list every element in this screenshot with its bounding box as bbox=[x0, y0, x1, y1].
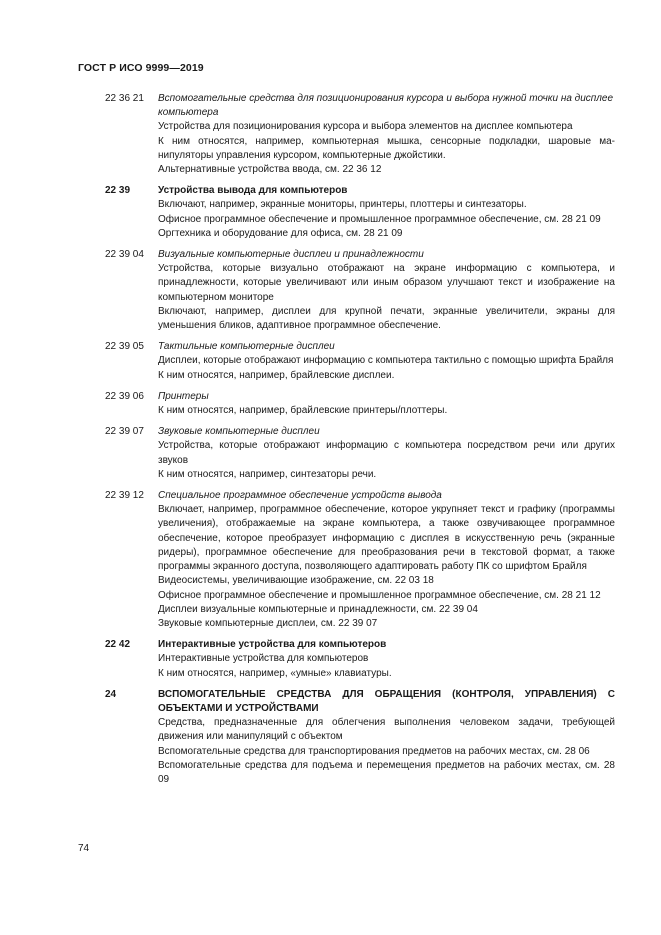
entry-title: Специальное программное обеспечение устройств вывода bbox=[158, 490, 442, 502]
entry-code: 24 bbox=[105, 688, 117, 700]
entry-code: 22 39 04 bbox=[105, 249, 144, 261]
entry-title: ВСПОМОГАТЕЛЬНЫЕ СРЕДСТВА ДЛЯ ОБРАЩЕНИЯ (КОНТРОЛЯ, УПРАВЛЕНИЯ) С ОБЪЕКТАМИ И УСТРОЙСТВАМИ bbox=[158, 688, 615, 714]
entry-paragraph: Включают, например, дисплеи для крупной печати, экранные увеличители, экраны для уменьшения бликов, адаптивное программное обеспечение. bbox=[158, 305, 615, 332]
entry-paragraph: Вспомогательные средства для транспортирования предметов на рабочих местах, см. 28 06 bbox=[158, 745, 590, 757]
page-number: 74 bbox=[78, 843, 90, 854]
entry-title: Интерактивные устройства для компьютеров bbox=[158, 639, 387, 651]
entry-paragraph: Устройства, которые отображают информацию с компьютера посредством речи или других звуков bbox=[158, 440, 615, 466]
entry-paragraph: Вспомогательные средства для подъема и перемещения предметов на рабочих местах, см. 28 09 bbox=[158, 759, 615, 785]
entry-paragraph: К ним относятся, например, «умные» клавиатуры. bbox=[158, 667, 392, 679]
entry-body bbox=[158, 390, 615, 418]
entry-22-39-07 bbox=[105, 425, 615, 482]
entry-paragraph: Включает, например, программное обеспечение, которое укрупняет текст и графику (программы увеличения), отображаемые на экране компьютера, а также озвучивающее программное обеспечение, которое преобразует информацию с дисплея в искусственную речь (экранные ридеры), программное обеспечение для преобразования речи в текстовой формат, а также программы экранного доступа, позволяющего адаптировать работу ПК со шрифтом Брайля bbox=[158, 504, 615, 573]
entry-code: 22 39 bbox=[105, 185, 131, 197]
entry-body bbox=[158, 248, 615, 333]
entry-paragraph: Средства, предназначенные для облегчения выполнения человеком задачи, требующей движения или манипуляций с объектом bbox=[158, 717, 615, 743]
entry-22-39-12 bbox=[105, 489, 615, 631]
entry-code: 22 39 06 bbox=[105, 390, 144, 402]
entry-paragraph: Офисное программное обеспечение и промышленное программное обеспечение, см. 28 21 12 bbox=[158, 589, 601, 601]
entry-paragraph: К ним относятся, например, синтезаторы речи. bbox=[158, 468, 377, 480]
entry-paragraph: Оргтехника и оборудование для офиса, см. 28 21 09 bbox=[158, 227, 403, 239]
entry-paragraph: Звуковые компьютерные дисплеи, см. 22 39 07 bbox=[158, 617, 378, 629]
entry-22-36-21 bbox=[105, 92, 615, 177]
entry-title: Принтеры bbox=[158, 390, 209, 402]
entry-paragraph: К ним относятся, например, брайлевские дисплеи. bbox=[158, 369, 395, 381]
entry-code: 22 39 05 bbox=[105, 341, 144, 353]
entry-paragraph: Устройства для позиционирования курсора и выбора элементов на дисплее компьютера bbox=[158, 121, 573, 133]
entry-body bbox=[158, 489, 615, 631]
entry-paragraph: Дисплеи, которые отображают информацию с компьютера тактильно с помощью шрифта Брайля bbox=[158, 355, 614, 367]
entry-22-39 bbox=[105, 184, 615, 241]
entry-code: 22 39 07 bbox=[105, 426, 144, 438]
entry-22-39-06 bbox=[105, 390, 615, 418]
entry-paragraph: К ним относятся, например, брайлевские принтеры/плоттеры. bbox=[158, 405, 448, 417]
entry-paragraph: Устройства, которые визуально отображают на экране информацию с компьютера, и принадлежности, которые увеличивают или иным образом улучшают текст и изображение на компьютерном мониторе bbox=[158, 263, 615, 303]
entry-body bbox=[158, 688, 615, 787]
entry-paragraph: Интерактивные устройства для компьютеров bbox=[158, 653, 369, 665]
document-header: ГОСТ Р ИСО 9999—2019 bbox=[78, 62, 204, 74]
entry-paragraph: Офисное программное обеспечение и промышленное программное обеспечение, см. 28 21 09 bbox=[158, 213, 601, 225]
entry-title: Визуальные компьютерные дисплеи и принадлежности bbox=[158, 249, 424, 261]
entry-title: Устройства вывода для компьютеров bbox=[158, 185, 348, 197]
entry-code: 22 42 bbox=[105, 639, 131, 651]
entry-22-42 bbox=[105, 638, 615, 681]
entry-body bbox=[158, 638, 615, 681]
classification-list bbox=[105, 92, 615, 787]
entry-title: Вспомогательные средства для позиционирования курсора и выбора нужной точки на дисплее компьютера bbox=[158, 93, 614, 119]
entry-title: Звуковые компьютерные дисплеи bbox=[158, 426, 320, 438]
entry-paragraph: К ним относятся, например, компьютерная мышка, сенсорные подкладки, шаровые манипуляторы управления курсором, компьютерные джойстики. bbox=[158, 135, 615, 161]
entry-title: Тактильные компьютерные дисплеи bbox=[158, 341, 335, 353]
entry-paragraph: Видеосистемы, увеличивающие изображение, см. 22 03 18 bbox=[158, 575, 434, 587]
entry-paragraph: Дисплеи визуальные компьютерные и принадлежности, см. 22 39 04 bbox=[158, 603, 478, 615]
entry-code: 22 39 12 bbox=[105, 490, 144, 502]
entry-24 bbox=[105, 688, 615, 787]
entry-body bbox=[158, 184, 615, 241]
entry-paragraph: Включают, например, экранные мониторы, принтеры, плоттеры и синтезаторы. bbox=[158, 199, 527, 211]
entry-body bbox=[158, 92, 615, 177]
entry-paragraph: Альтернативные устройства ввода, см. 22 36 12 bbox=[158, 164, 382, 176]
entry-body bbox=[158, 425, 615, 482]
entry-22-39-04 bbox=[105, 248, 615, 333]
entry-code: 22 36 21 bbox=[105, 93, 144, 104]
entry-body bbox=[158, 340, 615, 383]
entry-22-39-05 bbox=[105, 340, 615, 383]
